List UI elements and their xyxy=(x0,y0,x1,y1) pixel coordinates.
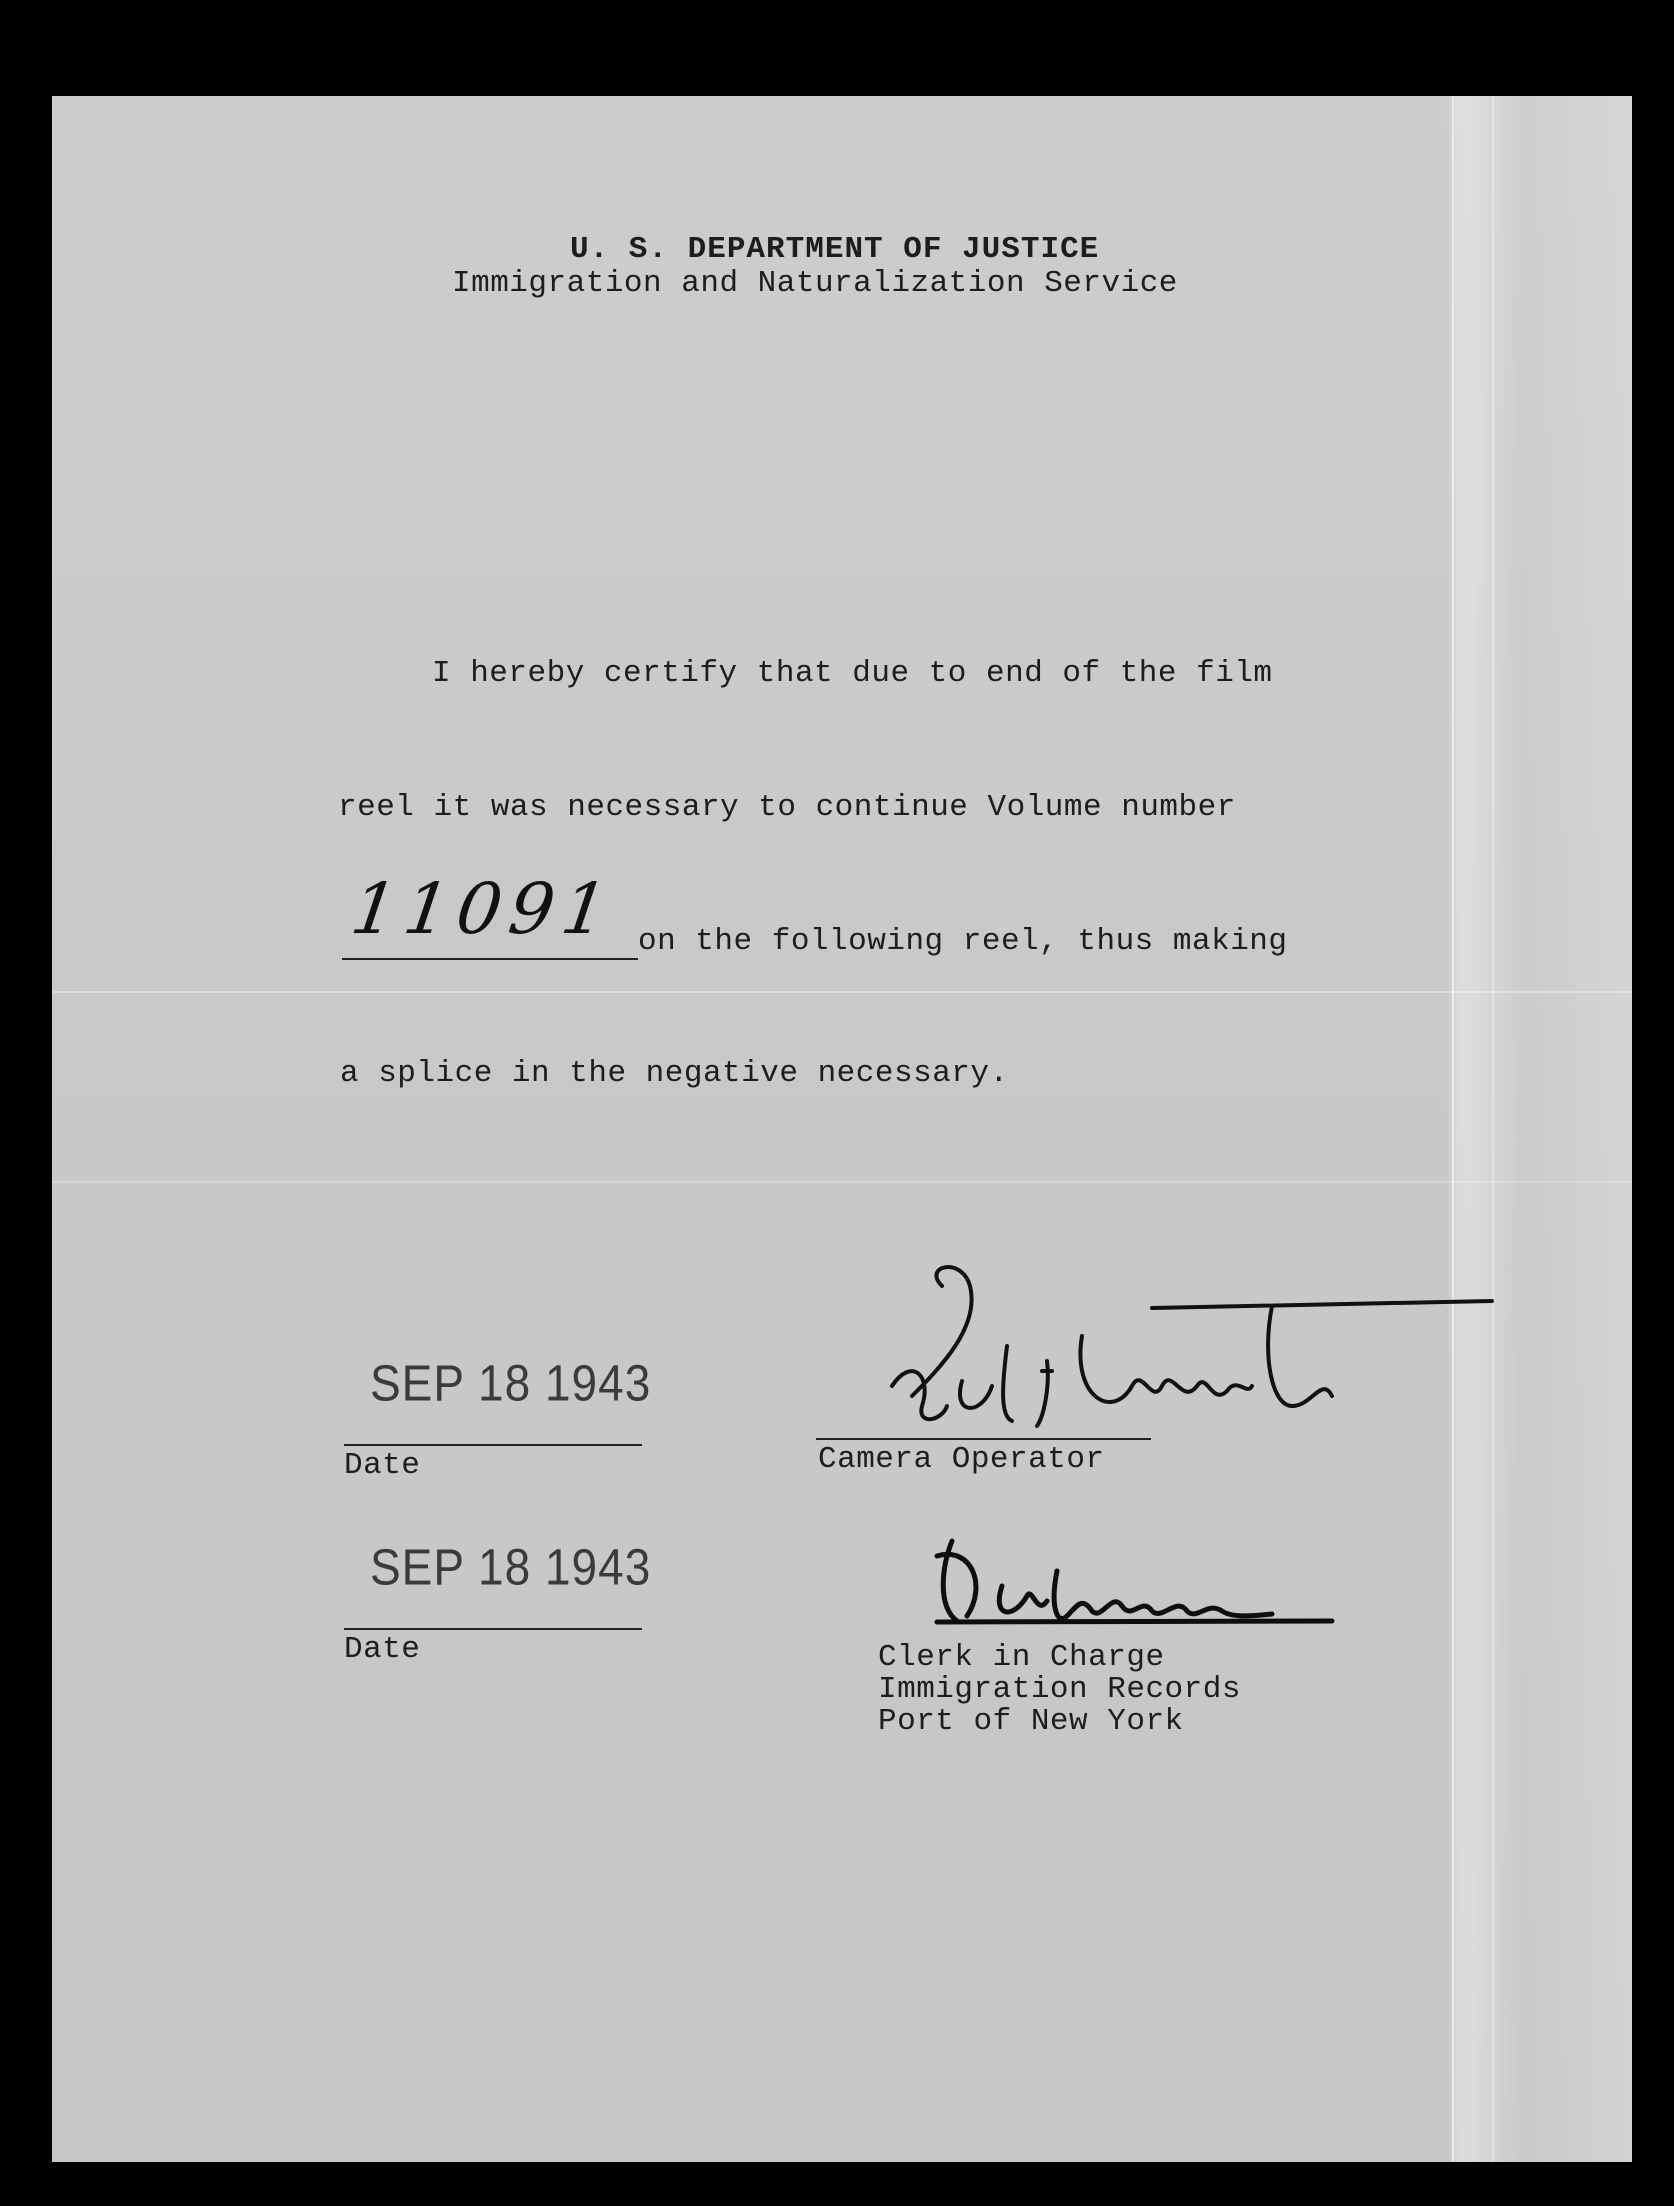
date-line-1 xyxy=(344,1444,642,1446)
body-line-3: on the following reel, thus making xyxy=(638,924,1288,959)
department-heading: U. S. DEPARTMENT OF JUSTICE xyxy=(570,232,1100,267)
volume-number-handwritten: 11091 xyxy=(346,868,621,950)
clerk-signature xyxy=(932,1526,1392,1646)
document-sheet xyxy=(52,96,1632,2162)
fold-line xyxy=(1452,96,1454,2162)
date-stamp-2: SEP 18 1943 xyxy=(370,1538,652,1596)
date-label-1: Date xyxy=(344,1448,421,1483)
body-line-4: a splice in the negative necessary. xyxy=(340,1056,1009,1091)
volume-number-underline xyxy=(342,958,638,960)
paper-crease xyxy=(52,991,1632,993)
date-stamp-1: SEP 18 1943 xyxy=(370,1354,652,1412)
clerk-label-line-3: Port of New York xyxy=(878,1704,1184,1739)
fold-line xyxy=(1492,96,1494,2162)
operator-line xyxy=(816,1438,1151,1440)
clerk-label-line-2: Immigration Records xyxy=(878,1672,1241,1707)
paper-crease xyxy=(52,1181,1632,1183)
date-label-2: Date xyxy=(344,1632,421,1667)
paper-fold xyxy=(1447,96,1632,2162)
service-heading: Immigration and Naturalization Service xyxy=(452,266,1178,301)
body-line-1: I hereby certify that due to end of the film xyxy=(432,656,1273,691)
camera-operator-label: Camera Operator xyxy=(818,1442,1105,1477)
date-line-2 xyxy=(344,1628,642,1630)
clerk-label-line-1: Clerk in Charge xyxy=(878,1640,1165,1675)
body-line-2: reel it was necessary to continue Volume number xyxy=(338,790,1236,825)
